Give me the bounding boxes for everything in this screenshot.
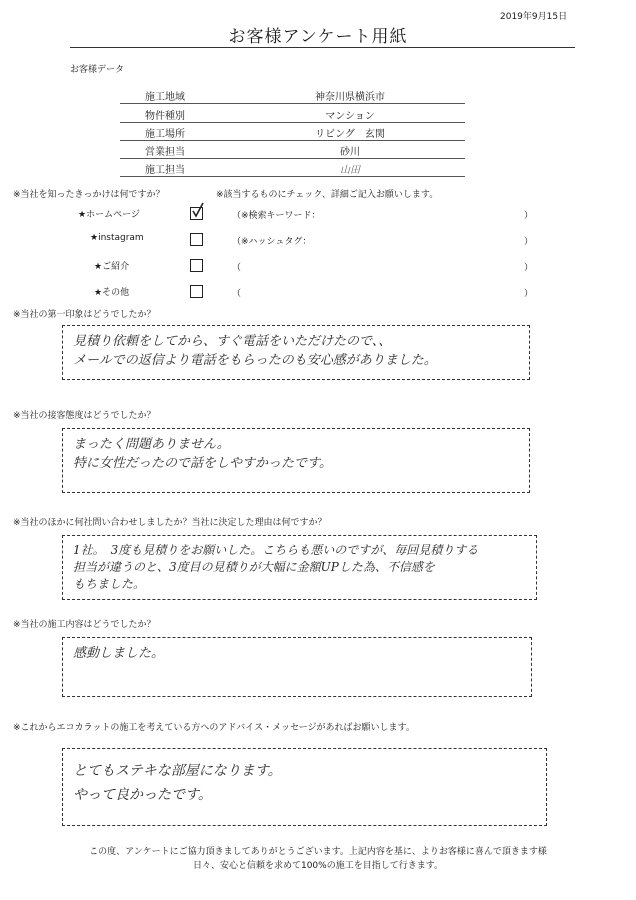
question-customer-service: ※当社の接客態度はどうでしたか？ [13, 411, 156, 421]
option-detail-homepage: （※検索キーワード： [232, 211, 321, 221]
answer-other-companies [62, 535, 537, 600]
customer-row-area [120, 85, 465, 104]
row-label: 施工場所 [145, 129, 185, 140]
row-label: 営業担当 [145, 147, 185, 158]
customer-row-location [120, 122, 465, 141]
check-mark-icon [191, 202, 205, 218]
survey-date: 2019年9月15日 [500, 12, 568, 22]
option-close-referral: ） [524, 263, 534, 273]
option-detail-instagram: （※ハッシュタグ： [232, 237, 312, 247]
option-close-other: ） [524, 289, 534, 299]
answer-line: まったく問題ありません。 [73, 437, 230, 452]
answer-line: 特に女性だったので話をしやすかったです。 [73, 456, 332, 471]
source-question: ※当社を知ったきっかけは何ですか？ [13, 190, 165, 200]
page-title: お客様アンケート用紙 [228, 27, 408, 47]
option-checkbox-referral[interactable] [190, 259, 203, 272]
option-close-homepage: ） [524, 211, 534, 221]
row-value: マンション [325, 111, 375, 122]
row-label: 施工地域 [145, 92, 185, 103]
answer-first-impression [62, 325, 530, 380]
row-value: 神奈川県横浜市 [315, 92, 385, 103]
option-label-referral: ★ご紹介 [94, 262, 130, 272]
option-label-other: ★その他 [94, 288, 130, 298]
customer-row-property-type [120, 104, 465, 123]
row-label: 物件種別 [145, 111, 185, 122]
source-instruction: ※該当するものにチェック、詳細ご記入お願いします。 [216, 190, 439, 200]
answer-line: とてもステキな部屋になります。 [73, 763, 282, 779]
answer-line: メールでの返信より電話をもらったのも安心感がありました。 [73, 353, 437, 368]
option-label-homepage: ★ホームページ [78, 210, 140, 220]
question-advice: ※これからエコカラットの施工を考えている方へのアドバイス・メッセージがあればお願いします。 [13, 723, 415, 733]
option-label-instagram: ★instagram [90, 233, 144, 243]
footer-message-line-1: この度、アンケートにご協力頂きましてありがとうございます。上記内容を基に、よりお客様に喜んで頂きます様 [89, 847, 547, 857]
answer-advice [62, 748, 547, 826]
row-value: リビング 玄関 [315, 129, 385, 140]
title-underline [70, 47, 575, 48]
option-checkbox-homepage[interactable] [190, 207, 203, 220]
customer-row-installer [120, 158, 465, 177]
question-construction-quality: ※当社の施工内容はどうでしたか？ [13, 620, 156, 630]
question-first-impression: ※当社の第一印象はどうでしたか？ [13, 310, 156, 320]
option-close-instagram: ） [524, 237, 534, 247]
answer-line: やって良かったです。 [73, 787, 212, 803]
row-value-handwritten: 山田 [340, 165, 360, 176]
answer-line: 担当が違うのと、3度目の見積りが大幅に金額UPした為、不信感を [73, 560, 435, 574]
answer-line: 1社。 3度も見積りをお願いした。こちらも悪いのですが、毎回見積りする [73, 543, 479, 557]
customer-section-label: お客様データ [70, 65, 125, 75]
question-other-companies: ※当社のほかに何社問い合わせしましたか？当社に決定した理由は何ですか？ [13, 518, 327, 528]
customer-row-sales-rep [120, 140, 465, 159]
answer-construction-quality [62, 637, 532, 697]
answer-customer-service [62, 428, 530, 493]
option-detail-other: （ [232, 289, 242, 299]
option-checkbox-other[interactable] [190, 285, 203, 298]
option-detail-referral: （ [232, 263, 242, 273]
row-label: 施工担当 [145, 165, 185, 176]
row-value: 砂川 [340, 147, 360, 158]
answer-line: もちました。 [73, 577, 146, 591]
answer-line: 見積り依頼をしてから、すぐ電話をいただけたので、、 [73, 334, 392, 349]
answer-line: 感動しました。 [73, 646, 165, 661]
option-checkbox-instagram[interactable] [190, 233, 203, 246]
footer-message-line-2: 日々、安心と信頼を求めて100%の施工を目指して行きます。 [192, 861, 443, 871]
